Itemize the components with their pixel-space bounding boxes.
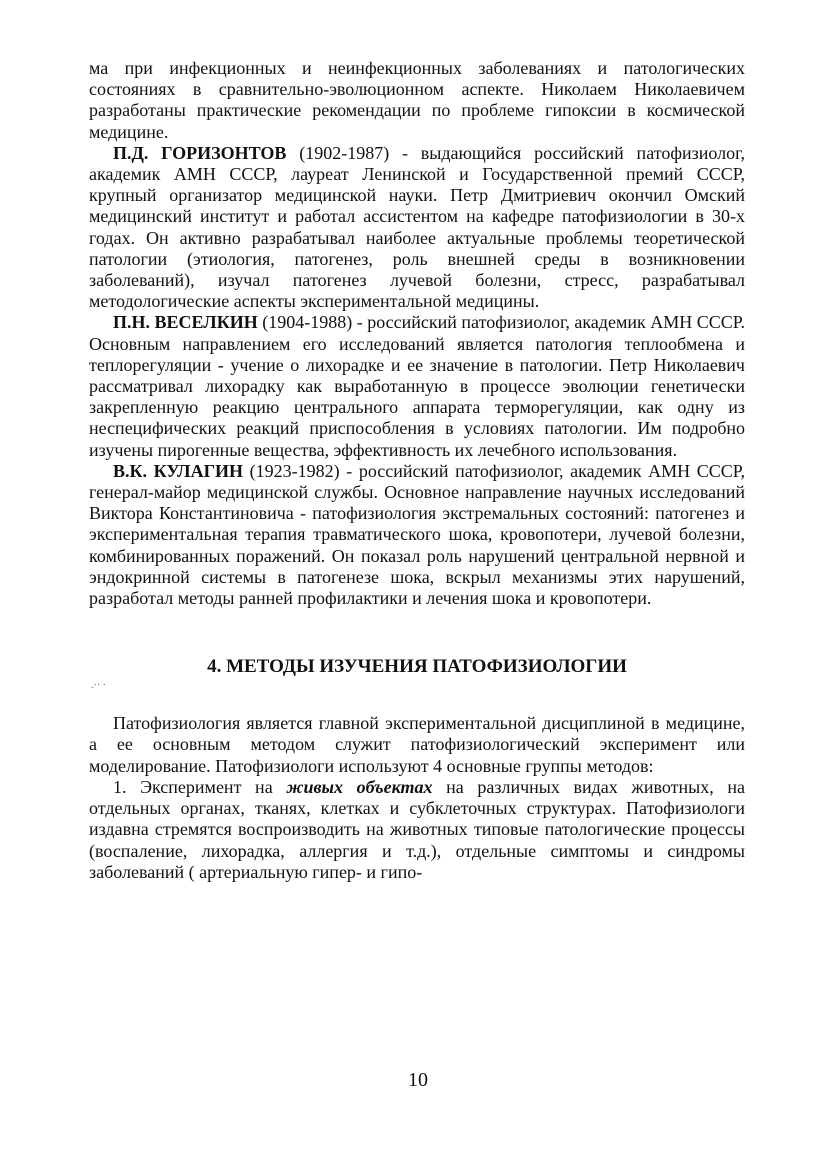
person-name-veselkin: П.Н. ВЕСЕЛКИН (113, 312, 258, 333)
paragraph-gorizontov-text: (1902-1987) - выдающийся российский патофизиолог, академик АМН СССР, лауреат Ленинской и Государственной премий СССР, крупный организатор медицинской науки. Петр Дмитриевич окончил Омский медицинский институт и работал ассистентом на кафедре патофизиологии в 30-х годах. Он активно разрабатывал наиболее актуальные проблемы теоретической патологии (этиология, патогенез, роль внешней среды в возникновении заболеваний), изучал патогенез лучевой болезни, стресс, разрабатывал методологические аспекты экспериментальной медицины. (89, 142, 745, 312)
paragraph-kulagin (89, 461, 745, 609)
paragraph-veselkin-text: (1904-1988) - российский патофизиолог, академик АМН СССР. Основным направлением его исследований является патология теплообмена и теплорегуляции - учение о лихорадке и ее значение в патологии. Петр Николаевич рассматривал лихорадку как выработанную в процессе эволюции генетически закрепленную реакцию центрального аппарата терморегуляции, как одну из неспецифических реакций приспособления в условиях патологии. Им подробно изучены пирогенные вещества, эффективность их лечебного использования. (89, 312, 745, 460)
section-heading: 4. МЕТОДЫ ИЗУЧЕНИЯ ПАТОФИЗИОЛОГИИ (207, 656, 627, 678)
paragraph-method-1 (89, 777, 745, 883)
person-name-kulagin: В.К. КУЛАГИН (113, 460, 244, 481)
paragraph-kulagin-text: (1923-1982) - российский патофизиолог, академик АМН СССР, генерал-майор медицинской службы. Основное направление научных исследований Виктора Константиновича - патофизиология экстремальных состояний: патогенез и экспериментальная терапия травматического шока, кровопотери, лучевой болезни, комбинированных поражений. Он показал роль нарушений центральной нервной и эндокринной системы в патогенезе шока, вскрыл механизмы этих нарушений, разработал методы ранней профилактики и лечения шока и кровопотери. (89, 460, 745, 609)
method-1-text: на различных видах животных, на отдельных органах, тканях, клетках и субклеточных структурах. Патофизиологи издавна стремятся воспроизводить на животных типовые патологические процессы (воспаление, лихорадка, аллергия и т.д.), отдельные симптомы и синдромы заболеваний ( артериальную гипер- и гипо- (89, 776, 745, 882)
page-number: 10 (408, 1069, 428, 1091)
method-1-prefix: 1. Эксперимент на (113, 776, 287, 797)
scan-speckle: .·· · (91, 680, 106, 692)
paragraph-methods-intro: Патофизиология является главной экспериментальной дисциплиной в медицине, а ее основным методом служит патофизиологический эксперимент или моделирование. Патофизиологи используют 4 основные группы методов: (89, 713, 745, 776)
page-body (89, 58, 745, 883)
paragraph-continuation: ма при инфекционных и неинфекционных заболеваниях и патологических состояниях в сравнительно-эволюционном аспекте. Николаем Николаевичем разработаны практические рекомендации по проблеме гипоксии в космической медицине. (89, 58, 745, 142)
paragraph-gorizontov (89, 143, 745, 313)
person-name-gorizontov: П.Д. ГОРИЗОНТОВ (113, 142, 287, 163)
paragraph-veselkin (89, 312, 745, 460)
method-1-emphasis: живых объектах (286, 776, 433, 797)
